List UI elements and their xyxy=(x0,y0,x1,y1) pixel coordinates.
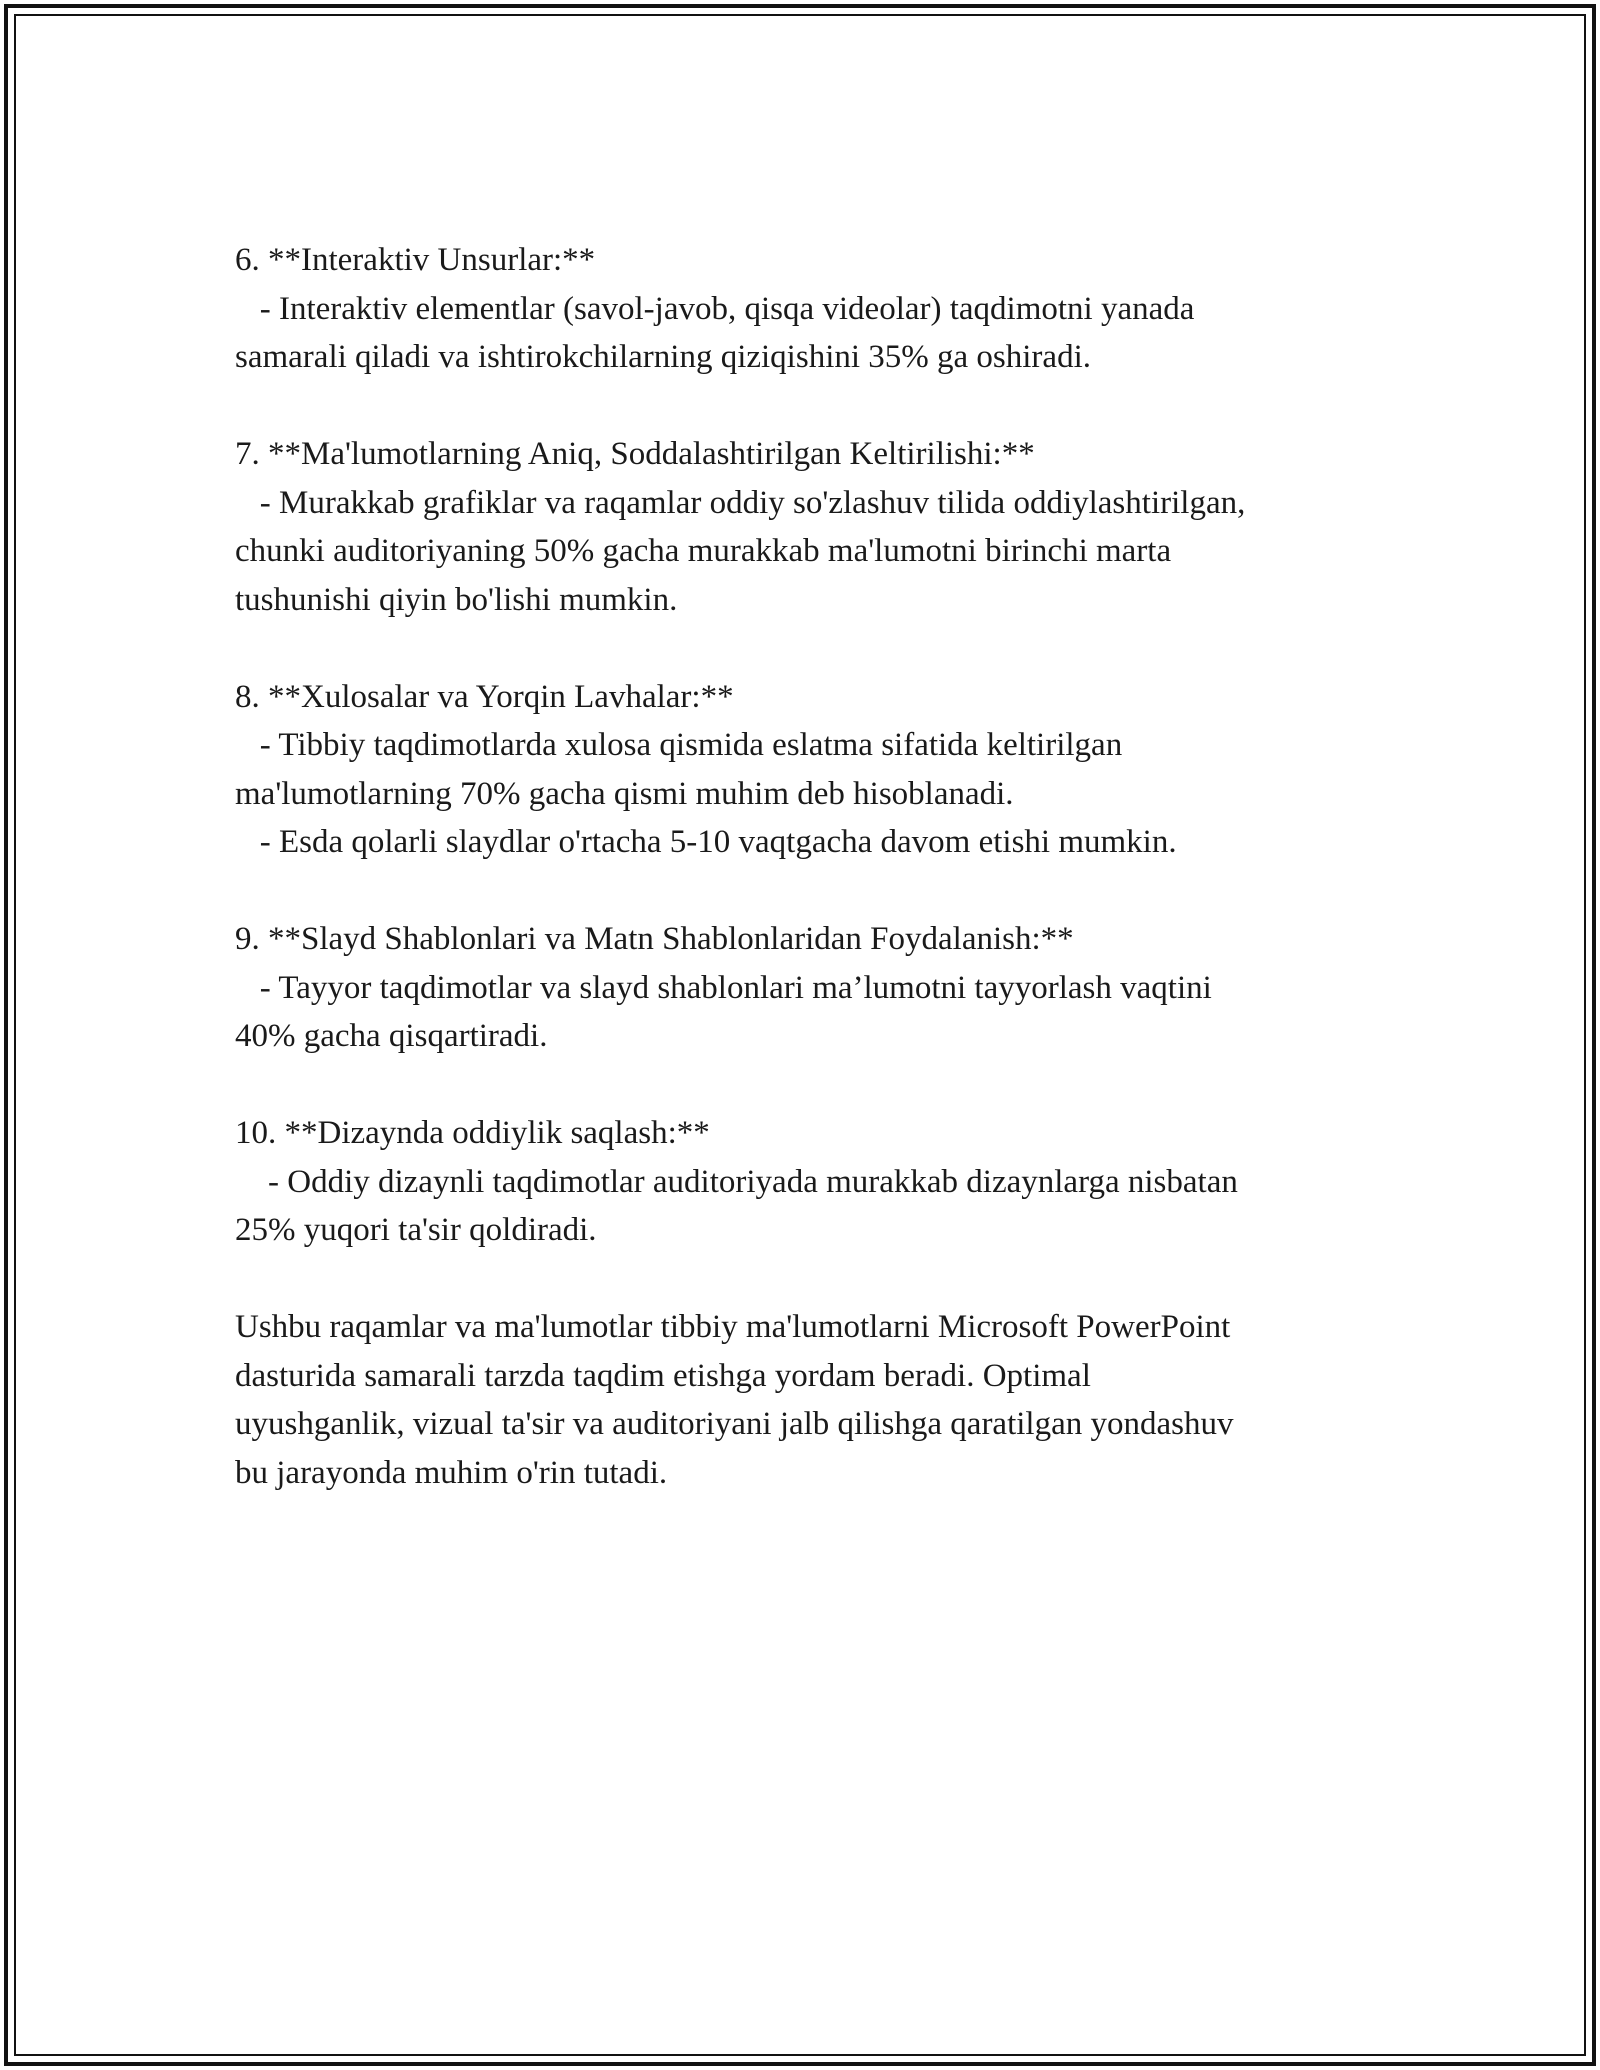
section-text-line: - Murakkab grafiklar va raqamlar oddiy so'zlashuv tilida oddiylashtirilgan, xyxy=(235,484,1246,521)
section-text-line: samarali qiladi va ishtirokchilarning qiziqishini 35% ga oshiradi. xyxy=(235,339,1091,375)
conclusion-paragraph xyxy=(235,1303,1385,1497)
section-heading: 6. **Interaktiv Unsurlar:** xyxy=(235,242,596,278)
paragraph-gap xyxy=(235,624,1385,673)
conclusion-line: Ushbu raqamlar va ma'lumotlar tibbiy ma'lumotlarni Microsoft PowerPoint xyxy=(235,1309,1231,1345)
section-8 xyxy=(235,673,1385,867)
section-text-line: 25% yuqori ta'sir qoldiradi. xyxy=(235,1212,597,1248)
paragraph-gap xyxy=(235,1255,1385,1304)
section-6 xyxy=(235,236,1385,382)
section-text-line: chunki auditoriyaning 50% gacha murakkab ma'lumotni birinchi marta xyxy=(235,533,1172,569)
section-text-line: - Tayyor taqdimotlar va slayd shablonlari ma’lumotni tayyorlash vaqtini xyxy=(235,969,1212,1006)
paragraph-gap xyxy=(235,1061,1385,1110)
paragraph-gap xyxy=(235,867,1385,916)
section-text-line: - Oddiy dizaynli taqdimotlar auditoriyada murakkab dizaynlarga nisbatan xyxy=(235,1163,1238,1200)
section-text-line: 40% gacha qisqartiradi. xyxy=(235,1018,548,1054)
section-10 xyxy=(235,1109,1385,1255)
section-text-line: tushunishi qiyin bo'lishi mumkin. xyxy=(235,581,678,618)
section-heading: 8. **Xulosalar va Yorqin Lavhalar:** xyxy=(235,678,734,715)
document-body xyxy=(235,236,1385,1497)
section-heading: 9. **Slayd Shablonlari va Matn Shablonlaridan Foydalanish:** xyxy=(235,921,1074,957)
section-text-line: - Tibbiy taqdimotlarda xulosa qismida eslatma sifatida keltirilgan xyxy=(235,727,1123,763)
section-heading: 10. **Dizaynda oddiylik saqlash:** xyxy=(235,1115,710,1151)
conclusion-line: bu jarayonda muhim o'rin tutadi. xyxy=(235,1454,668,1491)
conclusion-line: uyushganlik, vizual ta'sir va auditoriyani jalb qilishga qaratilgan yondashuv xyxy=(235,1406,1234,1442)
section-text-line: - Esda qolarli slaydlar o'rtacha 5-10 vaqtgacha davom etishi mumkin. xyxy=(235,824,1177,860)
section-heading: 7. **Ma'lumotlarning Aniq, Soddalashtirilgan Keltirilishi:** xyxy=(235,436,1035,472)
paragraph-gap xyxy=(235,382,1385,431)
section-text-line: ma'lumotlarning 70% gacha qismi muhim deb hisoblanadi. xyxy=(235,775,1014,812)
section-7 xyxy=(235,430,1385,624)
section-9 xyxy=(235,915,1385,1061)
conclusion-line: dasturida samarali tarzda taqdim etishga yordam beradi. Optimal xyxy=(235,1357,1091,1394)
section-text-line: - Interaktiv elementlar (savol-javob, qisqa videolar) taqdimotni yanada xyxy=(235,290,1195,327)
